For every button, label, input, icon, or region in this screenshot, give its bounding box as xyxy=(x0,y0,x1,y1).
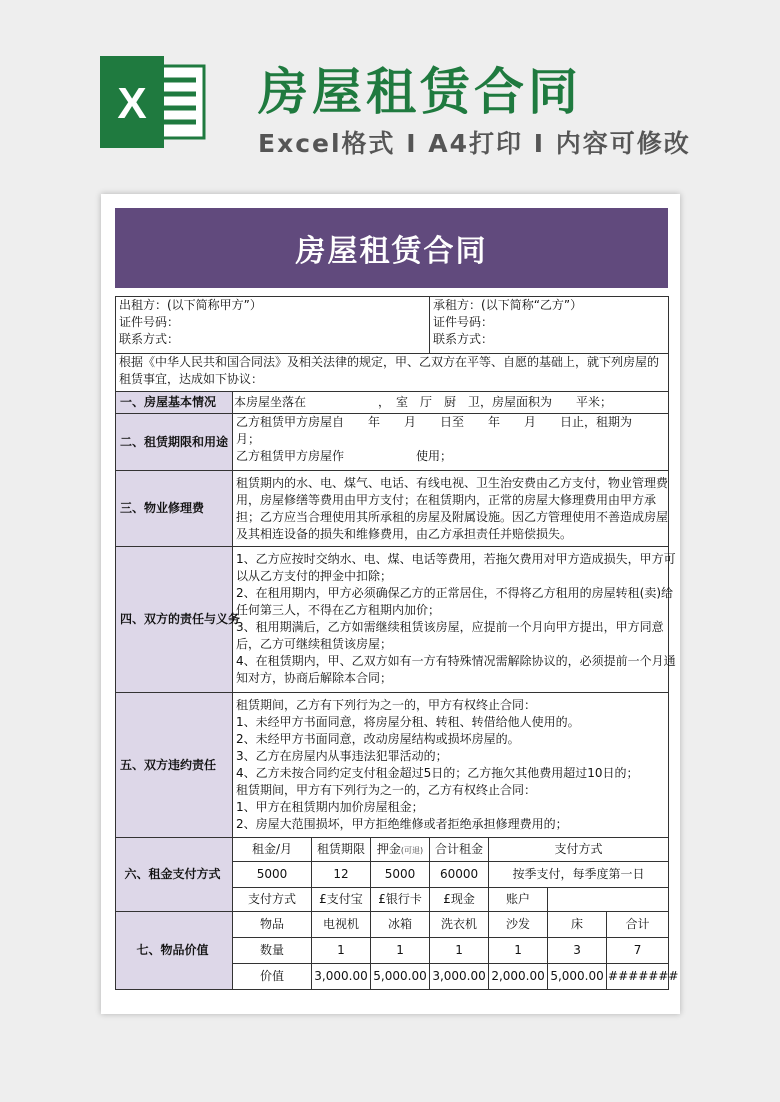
qty-cell[interactable]: 1 xyxy=(371,938,430,964)
party-b-id: 证件号码： xyxy=(433,315,494,329)
rent-month-value[interactable]: 5000 xyxy=(233,862,312,888)
value-cell[interactable]: 3,000.00 xyxy=(430,964,489,990)
total-rent-value[interactable]: 60000 xyxy=(430,862,489,888)
section-5-line: 1、未经甲方书面同意，将房屋分租、转租、转借给他人使用的。 xyxy=(236,715,580,729)
rent-term-header: 租赁期限 xyxy=(312,838,371,862)
total-rent-header: 合计租金 xyxy=(430,838,489,862)
payment-method-header: 支付方式 xyxy=(489,838,669,862)
item-cell[interactable]: 冰箱 xyxy=(371,912,430,938)
parties-row xyxy=(116,297,669,354)
section-1-row xyxy=(116,392,669,414)
section-4-line: 后，乙方可继续租赁该房屋； xyxy=(236,637,393,651)
section-5-line: 4、乙方未按合同约定支付租金超过5日的；乙方拖欠其他费用超过10日的； xyxy=(236,766,639,780)
logo-letter: X xyxy=(117,79,147,128)
excel-logo-icon xyxy=(100,56,208,148)
section-5-line: 2、房屋大范围损坏，甲方拒绝维修或者拒绝承担修理费用的； xyxy=(236,817,568,831)
party-a-cell[interactable] xyxy=(116,297,430,354)
rent-month-header: 租金/月 xyxy=(233,838,312,862)
section-5-row xyxy=(116,693,669,838)
pay-channel-label: 支付方式 xyxy=(233,888,312,912)
deposit-header-label: 押金 xyxy=(376,841,401,856)
payment-method-value[interactable]: 按季支付，每季度第一日 xyxy=(489,862,669,888)
account-label: 账户 xyxy=(489,888,548,912)
party-a-contact: 联系方式： xyxy=(119,332,180,346)
cash-checkbox[interactable]: £现金 xyxy=(430,888,489,912)
section-3-line: 及其相连设备的损失和维修费用，由乙方承担责任并赔偿损失。 xyxy=(236,527,573,541)
preamble-row xyxy=(116,354,669,392)
party-b-name: 承租方：(以下简称“乙方”） xyxy=(433,298,583,312)
preamble-cell[interactable]: 根据《中华人民共和国合同法》及相关法律的规定，甲、乙双方在平等、自愿的基础上，就下列房屋的租赁事宜，达成如下协议： xyxy=(116,354,669,392)
item-cell: 合计 xyxy=(607,912,669,938)
page-header xyxy=(0,0,780,190)
value-cell[interactable]: 3,000.00 xyxy=(312,964,371,990)
deposit-header xyxy=(371,838,430,862)
item-cell[interactable]: 电视机 xyxy=(312,912,371,938)
item-cell[interactable]: 沙发 xyxy=(489,912,548,938)
qty-cell: 7 xyxy=(607,938,669,964)
section-3-row xyxy=(116,471,669,547)
section-5-line: 租赁期间，甲方有下列行为之一的，乙方有权终止合同： xyxy=(236,783,537,797)
section-4-line: 1、乙方应按时交纳水、电、煤、电话等费用，若拖欠费用对甲方造成损失，甲方可 xyxy=(236,552,676,566)
section-1-label: 一、房屋基本情况 xyxy=(116,392,233,414)
section-2-row xyxy=(116,414,669,471)
section-4-line: 4、在租赁期内，甲、乙双方如有一方有特殊情况需解除协议的，必须提前一个月通 xyxy=(236,654,676,668)
section-4-content[interactable] xyxy=(233,547,676,693)
section-4-line: 2、在租用期内，甲方必须确保乙方的正常居住，不得将乙方租用的房屋转租(卖)给 xyxy=(236,586,674,600)
party-b-cell[interactable] xyxy=(430,297,669,354)
section-1-content[interactable]: 本房屋坐落在 ， 室 厅 厨 卫，房屋面积为 平米； xyxy=(233,392,669,414)
deposit-header-note: (可退) xyxy=(400,845,424,855)
section-2-line: 乙方租赁甲方房屋作 使用； xyxy=(236,449,453,463)
value-cell[interactable]: 2,000.00 xyxy=(489,964,548,990)
qty-cell: 数量 xyxy=(233,938,312,964)
contract-table-wrapper xyxy=(115,296,679,990)
section-5-line: 2、未经甲方书面同意，改动房屋结构或损坏房屋的。 xyxy=(236,732,520,746)
section-5-label: 五、双方违约责任 xyxy=(116,693,233,838)
contract-table xyxy=(115,296,679,990)
section-3-line: 担；乙方应当合理使用其所承租的房屋及附属设施。因乙方管理使用不善造成房屋 xyxy=(236,510,669,524)
item-cell[interactable]: 床 xyxy=(548,912,607,938)
section-4-line: 3、租用期满后，乙方如需继续租赁该房屋，应提前一个月向甲方提出，甲方同意 xyxy=(236,620,664,634)
document-sheet xyxy=(101,194,680,1014)
value-cell: 价值 xyxy=(233,964,312,990)
section-5-line: 租赁期间，乙方有下列行为之一的，甲方有权终止合同： xyxy=(236,698,537,712)
qty-cell[interactable]: 3 xyxy=(548,938,607,964)
qty-cell[interactable]: 1 xyxy=(489,938,548,964)
section-3-content[interactable] xyxy=(233,471,669,547)
section-4-line: 任何第三人，不得在乙方租期内加价； xyxy=(236,603,441,617)
section-2-label: 二、租赁期限和用途 xyxy=(116,414,233,471)
section-5-line: 1、甲方在租赁期内加价房屋租金； xyxy=(236,800,424,814)
page-title: 房屋租赁合同 xyxy=(258,63,582,121)
account-value[interactable] xyxy=(548,888,669,912)
section-6-header-row xyxy=(116,838,669,862)
value-cell: ####### xyxy=(607,964,669,990)
section-6-label: 六、租金支付方式 xyxy=(116,838,233,912)
contract-banner: 房屋租赁合同 xyxy=(115,208,668,288)
section-5-content[interactable] xyxy=(233,693,669,838)
section-4-label: 四、双方的责任与义务 xyxy=(116,547,233,693)
section-4-line: 知对方，协商后解除本合同； xyxy=(236,671,393,685)
page-subtitle: Excel格式 I A4打印 I 内容可修改 xyxy=(258,129,691,158)
deposit-value[interactable]: 5000 xyxy=(371,862,430,888)
item-cell[interactable]: 洗衣机 xyxy=(430,912,489,938)
rent-term-value[interactable]: 12 xyxy=(312,862,371,888)
section-4-line: 以从乙方支付的押金中扣除； xyxy=(236,569,393,583)
bank-card-checkbox[interactable]: £银行卡 xyxy=(371,888,430,912)
party-a-name: 出租方：(以下简称甲方”） xyxy=(119,298,262,312)
section-7-items-row xyxy=(116,912,669,938)
value-cell[interactable]: 5,000.00 xyxy=(548,964,607,990)
section-7-label: 七、物品价值 xyxy=(116,912,233,990)
section-3-label: 三、物业修理费 xyxy=(116,471,233,547)
section-2-content[interactable] xyxy=(233,414,669,471)
qty-cell[interactable]: 1 xyxy=(430,938,489,964)
party-a-id: 证件号码： xyxy=(119,315,180,329)
section-3-line: 租赁期内的水、电、煤气、电话、有线电视、卫生治安费由乙方支付，物业管理费 xyxy=(236,476,669,490)
qty-cell[interactable]: 1 xyxy=(312,938,371,964)
section-3-line: 用，房屋修缮等费用由甲方支付；在租赁期内，正常的房屋大修理费用由甲方承 xyxy=(236,493,657,507)
party-b-contact: 联系方式： xyxy=(433,332,494,346)
section-2-line: 月； xyxy=(236,432,261,446)
item-cell: 物品 xyxy=(233,912,312,938)
section-5-line: 3、乙方在房屋内从事违法犯罪活动的； xyxy=(236,749,448,763)
section-2-line: 乙方租赁甲方房屋自 年 月 日至 年 月 日止，租期为 xyxy=(236,415,633,429)
value-cell[interactable]: 5,000.00 xyxy=(371,964,430,990)
alipay-checkbox[interactable]: £支付宝 xyxy=(312,888,371,912)
section-4-row xyxy=(116,547,669,693)
